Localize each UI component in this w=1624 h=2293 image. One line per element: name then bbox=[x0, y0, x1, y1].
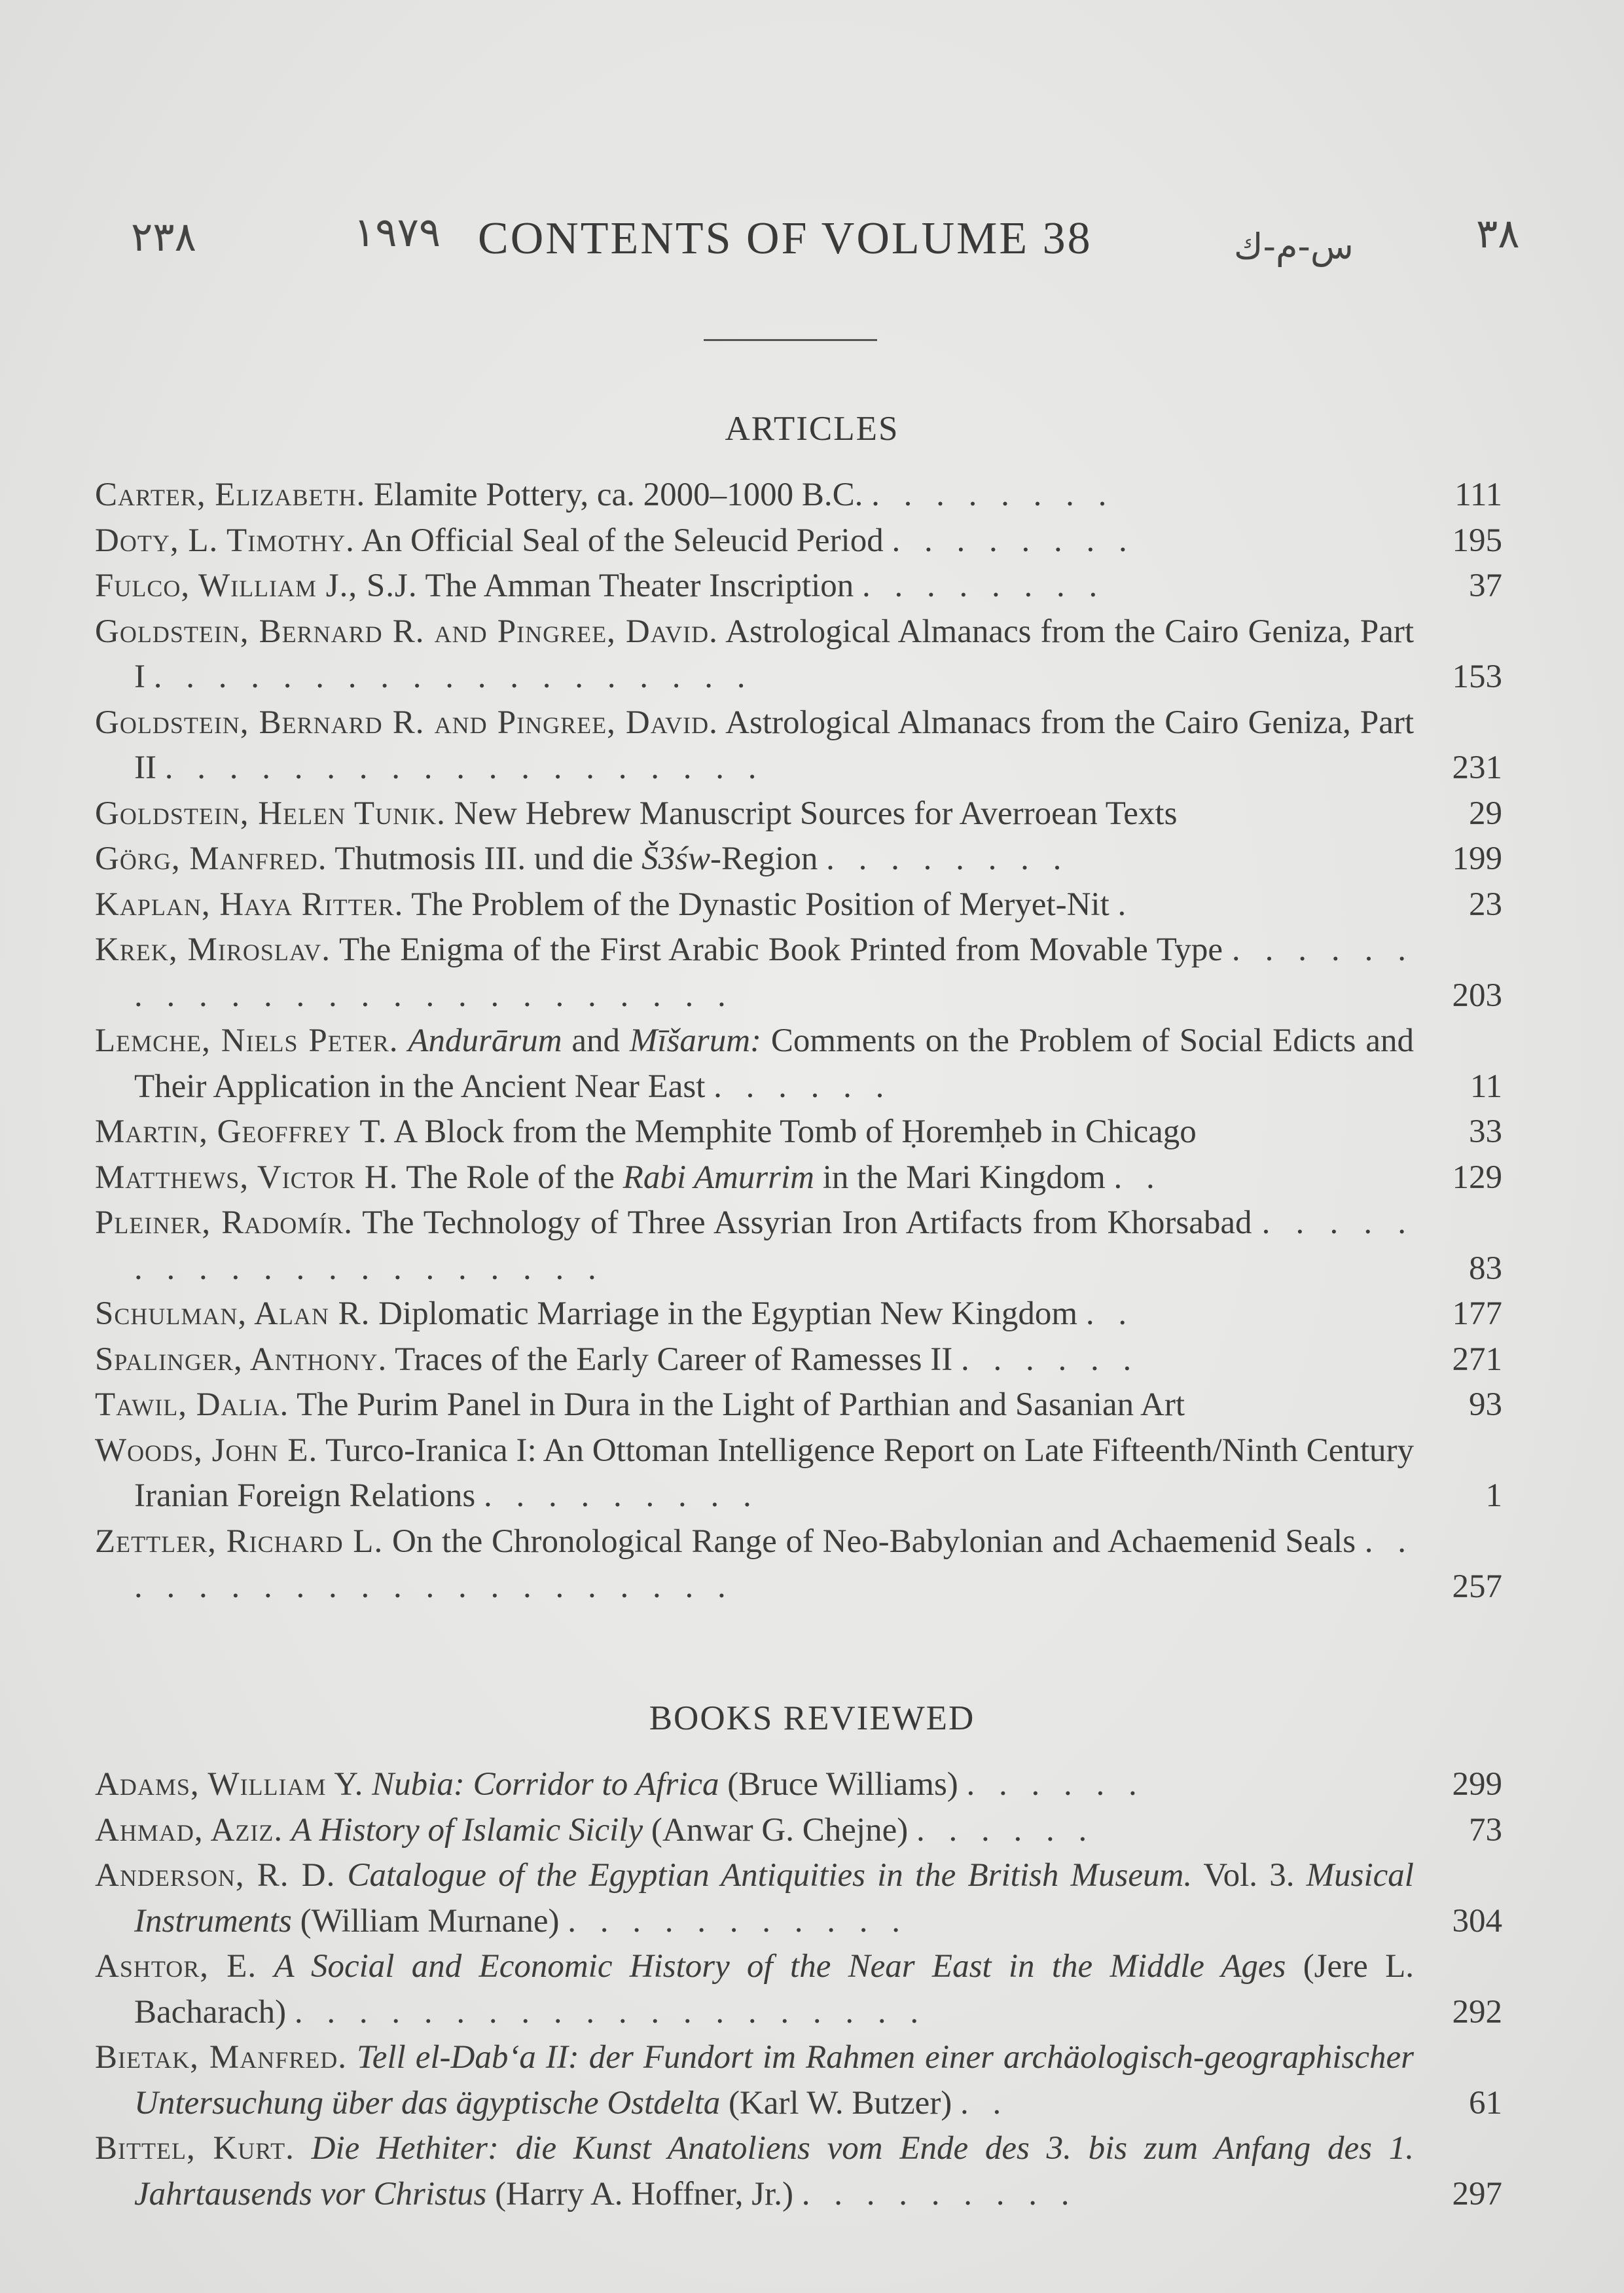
book-entry bbox=[95, 1853, 1502, 1944]
article-entry bbox=[95, 1201, 1502, 1291]
book-entry bbox=[95, 1944, 1502, 2035]
article-title: The Technology of Three Assyrian Iron Artifacts from Khorsabad bbox=[362, 1204, 1252, 1241]
page-number: 61 bbox=[1469, 2084, 1502, 2121]
book-title: A Social and Economic History of the Near East in the Middle Ages bbox=[274, 1948, 1286, 1985]
book-title: Catalogue of the Egyptian Antiquities in the British Museum. bbox=[347, 1857, 1193, 1894]
dot-leader: . . . . . . . . . . . . . . . . . . . . bbox=[134, 1204, 1414, 1287]
article-entry bbox=[95, 1110, 1502, 1155]
article-title: Elamite Pottery, ca. 2000–1000 B.C. bbox=[373, 477, 863, 513]
handwritten-note-right: س-م-ك bbox=[1234, 226, 1354, 267]
page-number: 33 bbox=[1469, 1113, 1502, 1150]
page-number: 195 bbox=[1452, 522, 1502, 559]
article-title-connector: and bbox=[562, 1022, 630, 1059]
title-divider bbox=[704, 339, 877, 341]
article-entry bbox=[95, 1519, 1502, 1610]
book-author: Adams, William Y. bbox=[95, 1766, 364, 1803]
article-author: Krek, Miroslav. bbox=[95, 931, 331, 968]
page-number: 257 bbox=[1452, 1568, 1502, 1605]
page-number: 199 bbox=[1452, 840, 1502, 877]
dot-leader: . . . . . . . . . bbox=[483, 1477, 759, 1514]
article-title-italic: Andurārum bbox=[408, 1022, 562, 1059]
article-author: Spalinger, Anthony. bbox=[95, 1341, 388, 1378]
article-author: Pleiner, Radomír. bbox=[95, 1204, 353, 1241]
handwritten-number-left: ٢٣٨ bbox=[131, 213, 196, 261]
article-author: Goldstein, Helen Tunik. bbox=[95, 795, 446, 832]
page-number: 203 bbox=[1452, 977, 1502, 1014]
book-author: Bittel, Kurt. bbox=[95, 2130, 295, 2167]
article-entry bbox=[95, 1428, 1502, 1519]
page-number: 11 bbox=[1470, 1068, 1502, 1105]
dot-leader: . . bbox=[960, 2084, 1009, 2121]
article-title-italic: Š3św bbox=[641, 840, 711, 877]
handwritten-year: ١٩٧٩ bbox=[353, 208, 441, 256]
book-entry bbox=[95, 1808, 1502, 1854]
article-title: New Hebrew Manuscript Sources for Averroean Texts bbox=[454, 795, 1178, 832]
article-author: Carter, Elizabeth. bbox=[95, 477, 366, 513]
book-subtitle: Musical Instruments bbox=[134, 1857, 1414, 1940]
article-author: Martin, Geoffrey T. bbox=[95, 1113, 388, 1150]
article-entry bbox=[95, 1382, 1502, 1428]
dot-leader: . . . . . . . . . bbox=[801, 2175, 1077, 2212]
article-author: Fulco, William J., S.J. bbox=[95, 568, 418, 604]
book-author: Bietak, Manfred. bbox=[95, 2039, 347, 2076]
article-title-suffix: -Region bbox=[710, 840, 818, 877]
dot-leader: . . . . . . . . . . . . . . . . . . . . . . . . . bbox=[134, 931, 1414, 1014]
page-number: 93 bbox=[1469, 1386, 1502, 1423]
page-number: 29 bbox=[1469, 795, 1502, 832]
dot-leader: . . . . . . bbox=[713, 1068, 892, 1105]
dot-leader: . . . . . . bbox=[916, 1811, 1095, 1849]
book-author: Ahmad, Aziz. bbox=[95, 1811, 283, 1849]
page-number: 73 bbox=[1469, 1811, 1502, 1849]
page-number: 111 bbox=[1454, 477, 1502, 513]
article-title: An Official Seal of the Seleucid Period bbox=[361, 522, 884, 559]
article-author: Zettler, Richard L. bbox=[95, 1523, 384, 1560]
page-number: 297 bbox=[1452, 2175, 1502, 2212]
dot-leader: . . . . . . . . . . . . . . . . . . . . . bbox=[134, 1523, 1415, 1605]
dot-leader: . . . . . . . . bbox=[892, 522, 1135, 559]
dot-leader: . . . . . . . . . . . . . . . . . . . bbox=[164, 749, 765, 786]
book-reviewer: (Jere L. Bacharach) bbox=[134, 1948, 1414, 2031]
article-entry bbox=[95, 1155, 1502, 1201]
book-volume: Vol. 3. bbox=[1192, 1857, 1307, 1894]
article-title-suffix: in the Mari Kingdom bbox=[814, 1159, 1106, 1196]
article-entry bbox=[95, 1291, 1502, 1337]
article-title: A Block from the Memphite Tomb of Ḥoremḥeb in Chicago bbox=[393, 1113, 1197, 1150]
articles-list bbox=[95, 473, 1502, 1610]
article-author: Görg, Manfred. bbox=[95, 840, 327, 877]
dot-leader: . . . . . . . . . . . bbox=[568, 1902, 908, 1940]
article-author: Kaplan, Haya Ritter. bbox=[95, 886, 404, 923]
article-title: Diplomatic Marriage in the Egyptian New Kingdom bbox=[378, 1295, 1078, 1332]
page-number: 1 bbox=[1485, 1477, 1502, 1514]
article-entry bbox=[95, 518, 1502, 564]
article-title: Comments on the Problem of Social Edicts and Their Application in the Ancient Near East bbox=[134, 1022, 1414, 1105]
book-author: Ashtor, E. bbox=[95, 1948, 257, 1985]
article-title: The Purim Panel in Dura in the Light of Parthian and Sasanian Art bbox=[297, 1386, 1185, 1423]
article-entry bbox=[95, 837, 1502, 882]
article-entry bbox=[95, 473, 1502, 518]
article-title: Astrological Almanacs from the Cairo Geniza, Part II bbox=[134, 704, 1415, 786]
book-entry bbox=[95, 2035, 1502, 2126]
page-number: 231 bbox=[1452, 749, 1502, 786]
dot-leader: . . bbox=[1113, 1159, 1163, 1196]
page-number: 292 bbox=[1452, 1993, 1502, 2031]
article-entry bbox=[95, 928, 1502, 1019]
page-number: 23 bbox=[1469, 886, 1502, 923]
page-number: 129 bbox=[1452, 1159, 1502, 1196]
dot-leader: . . . . . . . . bbox=[862, 568, 1106, 604]
dot-leader: . . . . . . bbox=[966, 1766, 1145, 1803]
article-title: The Enigma of the First Arabic Book Printed from Movable Type bbox=[338, 931, 1223, 968]
book-reviewer: (Harry A. Hoffner, Jr.) bbox=[486, 2175, 794, 2212]
page-title: CONTENTS OF VOLUME 38 bbox=[478, 213, 1092, 264]
page-number: 37 bbox=[1469, 568, 1502, 604]
page-number: 304 bbox=[1452, 1902, 1502, 1940]
dot-leader: . . . . . . . . . . . . . . . . . . . bbox=[153, 659, 753, 695]
dot-leader: . . . . . . bbox=[960, 1341, 1140, 1378]
dot-leader: . . . . . . . . . . . . . . . . . . . . bbox=[294, 1993, 927, 2031]
page-number: 83 bbox=[1469, 1250, 1502, 1287]
article-author: Matthews, Victor H. bbox=[95, 1159, 399, 1196]
books-reviewed-heading: BOOKS REVIEWED bbox=[649, 1699, 975, 1737]
article-title: Turco-Iranica I: An Ottoman Intelligence Report on Late Fifteenth/Ninth Century Iranian Foreign Relations bbox=[134, 1432, 1414, 1514]
dot-leader: . bbox=[1117, 886, 1134, 923]
article-author: Goldstein, Bernard R. and Pingree, David. bbox=[95, 613, 718, 650]
page-number: 177 bbox=[1452, 1295, 1502, 1332]
article-entry bbox=[95, 882, 1502, 928]
article-author: Woods, John E. bbox=[95, 1432, 318, 1469]
article-entry bbox=[95, 609, 1502, 700]
article-title-italic: Mīšarum: bbox=[629, 1022, 762, 1059]
article-title: Astrological Almanacs from the Cairo Geniza, Part I bbox=[134, 613, 1415, 695]
books-reviewed-list bbox=[95, 1762, 1502, 2217]
article-title: The Role of the bbox=[406, 1159, 623, 1196]
article-title: Thutmosis III. und die bbox=[334, 840, 642, 877]
article-entry bbox=[95, 700, 1502, 791]
book-entry bbox=[95, 1762, 1502, 1808]
handwritten-volume-number: ٣٨ bbox=[1476, 209, 1520, 257]
book-title: A History of Islamic Sicily bbox=[291, 1811, 643, 1849]
article-entry bbox=[95, 791, 1502, 837]
book-reviewer: (William Murnane) bbox=[291, 1902, 560, 1940]
book-reviewer: (Anwar G. Chejne) bbox=[643, 1811, 909, 1849]
article-author: Schulman, Alan R. bbox=[95, 1295, 370, 1332]
article-title-italic: Rabi Amurrim bbox=[623, 1159, 815, 1196]
book-title: Tell el-Dab‘a II: der Fundort im Rahmen einer archäologisch-geographischer Untersuchung über das ägyptische Ostdelta bbox=[134, 2039, 1415, 2121]
article-title: Traces of the Early Career of Ramesses II bbox=[395, 1341, 953, 1378]
page-number: 271 bbox=[1452, 1341, 1502, 1378]
book-title: Nubia: Corridor to Africa bbox=[372, 1766, 719, 1803]
article-entry bbox=[95, 1337, 1502, 1383]
article-title: The Problem of the Dynastic Position of Meryet-Nit bbox=[411, 886, 1110, 923]
book-reviewer: (Karl W. Butzer) bbox=[720, 2084, 952, 2121]
book-title: Die Hethiter: die Kunst Anatoliens vom Ende des 3. bis zum Anfang des 1. Jahrtausends vor Christus bbox=[134, 2130, 1415, 2212]
article-author: Goldstein, Bernard R. and Pingree, David. bbox=[95, 704, 718, 741]
article-author: Lemche, Niels Peter. bbox=[95, 1022, 399, 1059]
article-author: Doty, L. Timothy. bbox=[95, 522, 355, 559]
article-title: On the Chronological Range of Neo-Babylonian and Achaemenid Seals bbox=[391, 1523, 1356, 1560]
book-entry bbox=[95, 2126, 1502, 2217]
article-entry bbox=[95, 1019, 1502, 1110]
dot-leader: . . . . . . . . bbox=[871, 477, 1115, 513]
book-reviewer: (Bruce Williams) bbox=[719, 1766, 958, 1803]
article-entry bbox=[95, 564, 1502, 609]
page-number: 153 bbox=[1452, 659, 1502, 695]
article-title: The Amman Theater Inscription bbox=[425, 568, 854, 604]
dot-leader: . . bbox=[1085, 1295, 1135, 1332]
article-author: Tawil, Dalia. bbox=[95, 1386, 289, 1423]
dot-leader: . . . . . . . . bbox=[826, 840, 1070, 877]
page-number: 299 bbox=[1452, 1766, 1502, 1803]
articles-heading: ARTICLES bbox=[725, 410, 899, 448]
book-author: Anderson, R. D. bbox=[95, 1857, 336, 1894]
